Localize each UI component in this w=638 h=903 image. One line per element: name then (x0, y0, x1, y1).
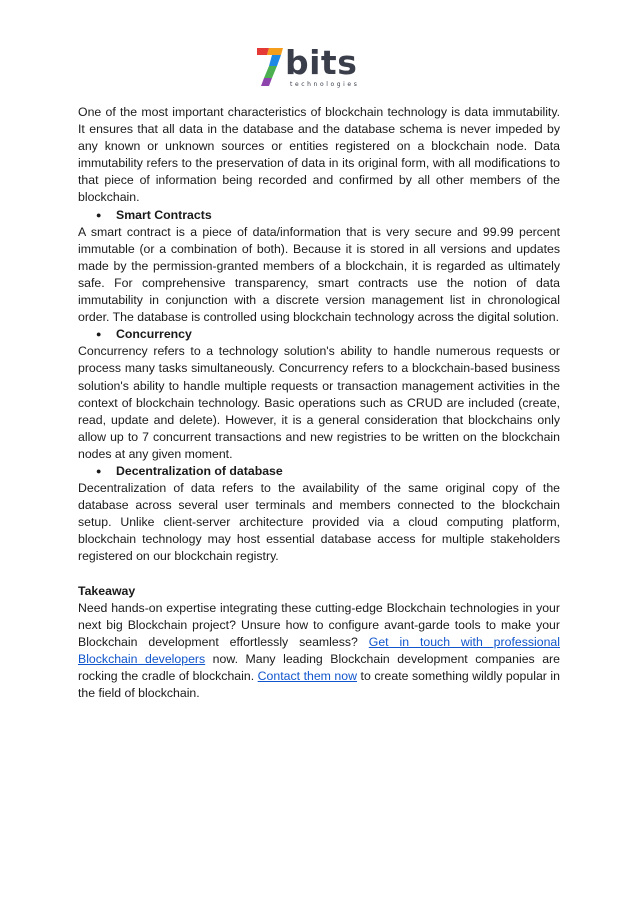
logo-subtitle: technologies (290, 81, 360, 88)
bullet-icon: ● (96, 329, 102, 340)
takeaway-text-1: Need hands-on expertise integrating these cutting-edge Blockchain technologies in your next big Blockchain project? Unsure how to configure avant-garde tools to make your Blockchain development effortlessly seamless? (78, 600, 560, 649)
bullet-label: Decentralization of database (116, 463, 283, 478)
bullet-label: Concurrency (116, 327, 192, 342)
intro-paragraph: One of the most important characteristics of blockchain technology is data immutability. It ensures that all data in the database and the database schema is never impeded by any known or unknown sources or entities registered on a blockchain node. Data immutability refers to the preservation of data in its original form, with all modifications to that piece of information being recorded and confirmed by all other members of the blockchain. (78, 105, 560, 205)
document-body (78, 104, 560, 702)
bullet-icon: ● (96, 209, 102, 220)
smart-contracts-paragraph: A smart contract is a piece of data/information that is very secure and 99.99 percent immutable (or a combination of both). Because it is stored in all versions and updates made by the permission-granted members of a blockchain, it is regarded as ultimately safe. For comprehensive transparency, smart contracts use the notion of data immutability in conjunction with a discrete version management list in chronological order. The database is controlled using blockchain technology across the digital solution. (78, 224, 560, 325)
logo-wordmark: bits (285, 43, 358, 82)
takeaway-text-3: to create something wildly popular in the field of blockchain. (78, 669, 561, 701)
company-logo (255, 44, 375, 96)
developers-contact-link[interactable]: Get in touch with professional Blockchain developers (78, 634, 560, 666)
contact-them-now-link[interactable]: Contact them now (257, 669, 357, 684)
concurrency-paragraph: Concurrency refers to a technology solution's ability to handle numerous requests or process many tasks simultaneously. Concurrency refers to a blockchain-based business solution's ability to handle multiple requests or transaction management activities in the context of blockchain technology. Basic operations such as CRUD are included (create, read, update and delete). However, it is a general consideration that blockchains only allow up to 7 concurrent transactions and new registries to be written on the blockchain nodes at any given moment. (78, 344, 560, 461)
bullet-label: Smart Contracts (116, 207, 212, 222)
bullet-heading-decentralization (78, 463, 560, 480)
bullet-heading-concurrency (78, 326, 560, 343)
takeaway-text-2: now. Many leading Blockchain development companies are rocking the cradle of blockchain. (78, 652, 560, 684)
bullet-heading-smart-contracts (78, 207, 560, 224)
paragraph-spacer (78, 566, 560, 583)
takeaway-heading: Takeaway (78, 583, 136, 598)
takeaway-paragraph (78, 600, 560, 703)
bullet-icon: ● (96, 465, 102, 476)
seven-logo-icon (255, 44, 287, 88)
decentralization-paragraph: Decentralization of data refers to the availability of the same original copy of the database across several user terminals and members connected to the blockchain setup. Unlike client-server architecture provided via a cloud computing platform, blockchain technology may host essential database access for multiple stakeholders registered on our blockchain registry. (78, 481, 560, 564)
